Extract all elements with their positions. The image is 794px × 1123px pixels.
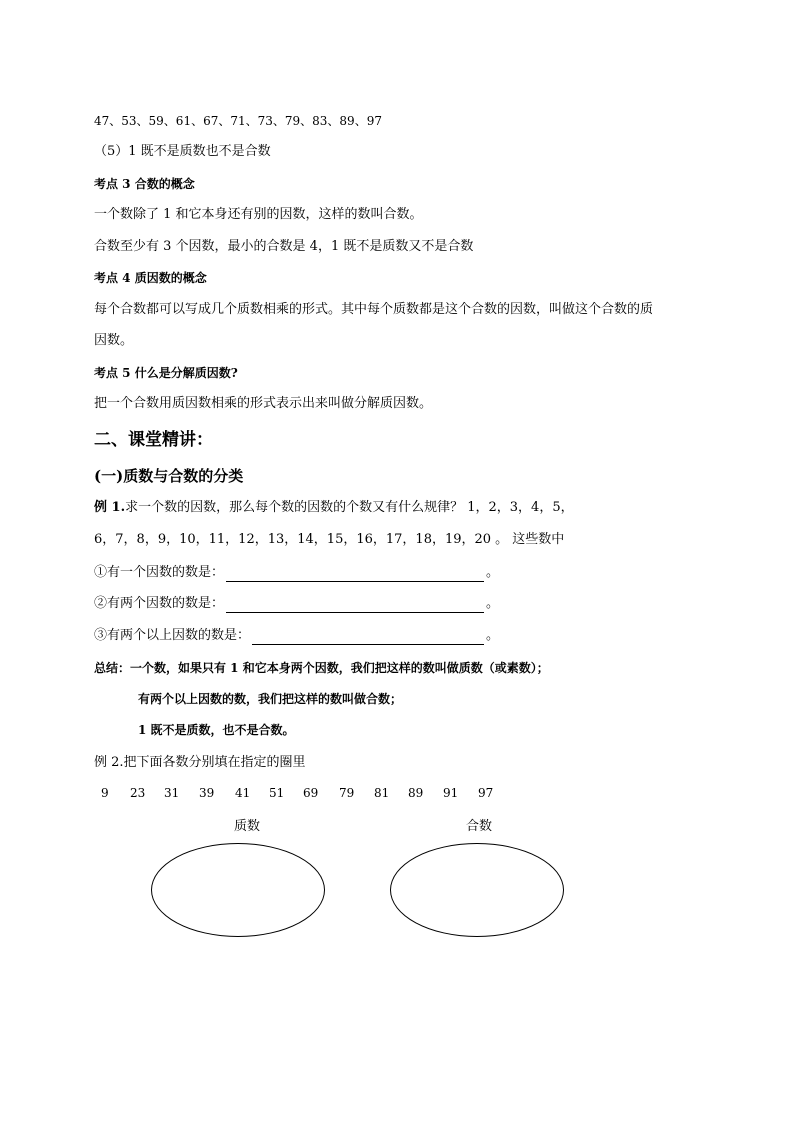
composite-facts: 合数至少有 3 个因数，最小的合数是 4，1 既不是质数又不是合数: [94, 239, 474, 254]
question-1: [94, 564, 499, 582]
number-item: 23: [130, 786, 146, 800]
summary-line2: 有两个以上因数的数，我们把这样的数叫做合数；: [138, 692, 403, 706]
question-2-blank[interactable]: [226, 598, 484, 613]
summary-line1: 总结：一个数，如果只有 1 和它本身两个因数，我们把这样的数叫做质数（或素数）；: [94, 661, 549, 675]
question-1-label: ①有一个因数的数是：: [94, 565, 225, 580]
example-2-line: [94, 754, 306, 772]
number-item: 81: [374, 786, 390, 800]
factorization-definition: 把一个合数用质因数相乘的形式表示出来叫做分解质因数。: [94, 396, 433, 411]
note-one-neither: （5）1 既不是质数也不是合数: [94, 144, 271, 159]
section-heading: 二、课堂精讲：: [94, 430, 213, 450]
kp5-heading: 考点 5 什么是分解质因数?: [94, 366, 238, 380]
example-1-line2: 6，7，8，9，10，11，12，13，14，15，16，17，18，19，20 。 这些数中: [94, 532, 565, 547]
number-item: 31: [164, 786, 180, 800]
number-item: 41: [235, 786, 251, 800]
prime-circle-label: 质数: [234, 819, 261, 834]
question-1-end: 。: [486, 565, 500, 580]
question-2-label: ②有两个因数的数是：: [94, 596, 225, 611]
number-row: [0, 786, 794, 804]
kp4-heading: 考点 4 质因数的概念: [94, 271, 207, 285]
example-1-question: 求一个数的因数，那么每个数的因数的个数又有什么规律？ 1，2，3，4，5，: [125, 500, 574, 515]
number-item: 9: [101, 786, 109, 800]
number-item: 89: [408, 786, 424, 800]
question-1-blank[interactable]: [226, 567, 484, 582]
prime-list-line: 47、53、59、61、67、71、73、79、83、89、97: [94, 114, 382, 128]
question-3-end: 。: [486, 628, 500, 643]
prime-factor-definition-line1: 每个合数都可以写成几个质数相乘的形式。其中每个质数都是这个合数的因数，叫做这个合数的质: [94, 302, 654, 317]
composite-circle-label: 合数: [466, 819, 493, 834]
number-item: 39: [199, 786, 215, 800]
prime-factor-definition-line2: 因数。: [94, 333, 134, 348]
number-item: 79: [339, 786, 355, 800]
example-2-label: 例 2.: [94, 755, 124, 770]
question-3: [94, 627, 499, 645]
number-item: 97: [478, 786, 494, 800]
summary-line3: 1 既不是质数，也不是合数。: [138, 723, 295, 737]
question-3-blank[interactable]: [252, 630, 484, 645]
subsection-heading: (一)质数与合数的分类: [94, 467, 244, 485]
composite-circle[interactable]: [390, 843, 564, 937]
question-2-end: 。: [486, 596, 500, 611]
number-item: 69: [303, 786, 319, 800]
example-1-line1: [94, 499, 574, 517]
number-item: 91: [443, 786, 459, 800]
question-3-label: ③有两个以上因数的数是：: [94, 628, 251, 643]
example-2-text: 把下面各数分别填在指定的圈里: [123, 755, 306, 770]
kp3-heading: 考点 3 合数的概念: [94, 177, 195, 191]
example-1-label: 例 1.: [94, 500, 126, 515]
composite-definition: 一个数除了 1 和它本身还有别的因数，这样的数叫合数。: [94, 207, 423, 222]
number-item: 51: [269, 786, 285, 800]
question-2: [94, 595, 499, 613]
prime-circle[interactable]: [151, 843, 325, 937]
